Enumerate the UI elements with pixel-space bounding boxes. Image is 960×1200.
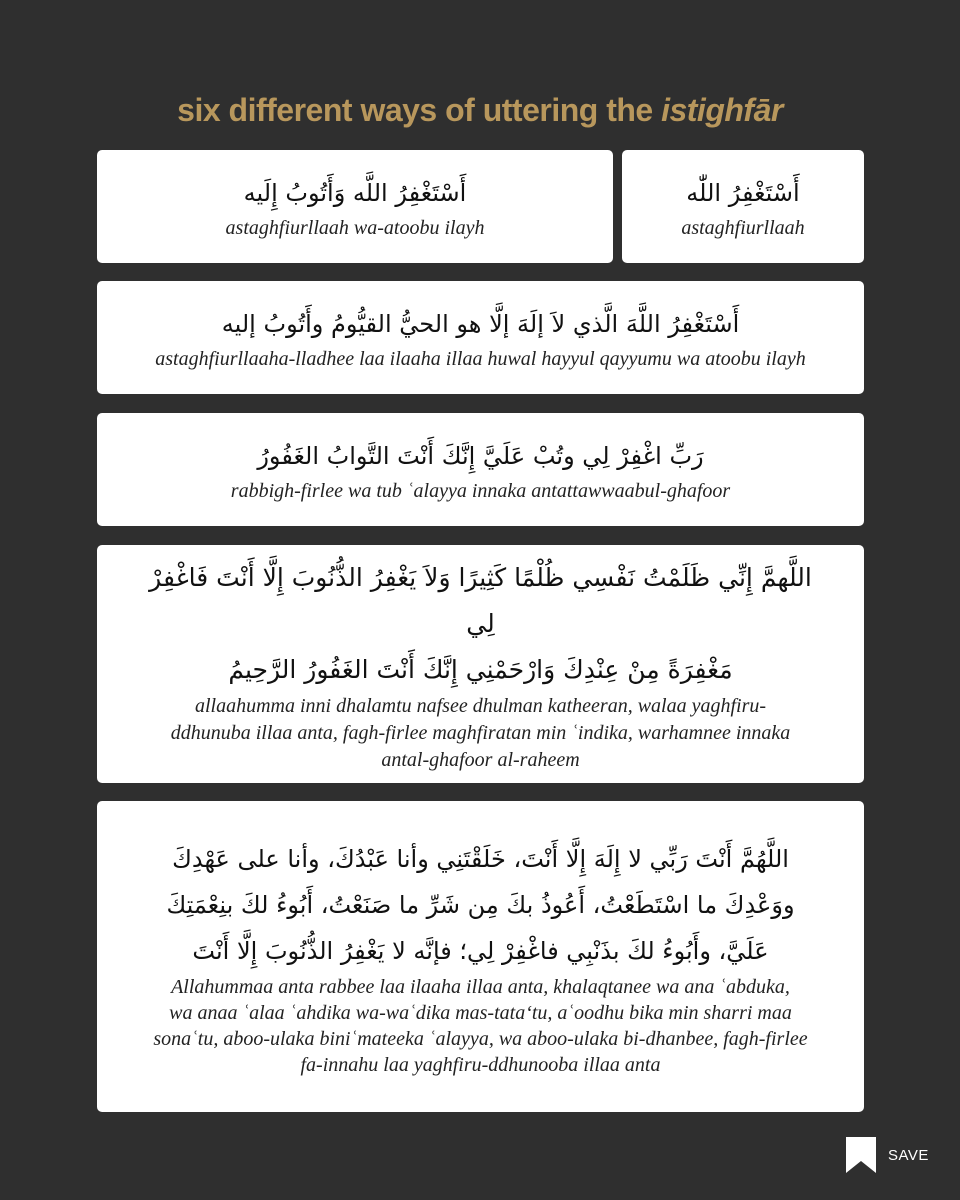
istighfar-card-3 (97, 281, 864, 394)
arabic-line: عَلَيَّ، وأَبُوءُ لكَ بذَنْبِي فاغْفِرْ لِي؛ فإنَّه لا يَغْفِرُ الذُّنُوبَ إِلَّا أَنْتَ (192, 936, 769, 965)
save-label: SAVE (888, 1146, 929, 1164)
arabic-text: أَسْتَغْفِرُ اللّٰه (686, 179, 800, 207)
istighfar-card-6 (97, 801, 864, 1112)
page-title (0, 84, 960, 136)
transliteration-line: wa anaa ʿalaa ʿahdika wa-waʿdika mas-tata‘tu, aʿoodhu bika min sharri maa (169, 1001, 792, 1024)
arabic-text: أَسْتَغْفِرُ اللَّهَ الَّذي لاَ إلَهَ إلَّا هو الحيُّ القيُّومُ وأَتُوبُ إليه (221, 310, 740, 338)
save-button[interactable] (844, 1134, 929, 1176)
transliteration-line: ddhunuba illaa anta, fagh-firlee maghfiratan min ʿindika, warhamnee innaka (170, 721, 791, 744)
title-main: six different ways of uttering the (177, 92, 653, 128)
bookmark-icon (844, 1135, 878, 1175)
arabic-line: ووَعْدِكَ ما اسْتَطَعْتُ، أَعُوذُ بكَ مِن شَرِّ ما صَنَعْتُ، أَبُوءُ لكَ بنِعْمَتِكَ (166, 890, 795, 919)
arabic-text: رَبِّ اغْفِرْ لِي وتُبْ عَلَيَّ إِنَّكَ أَنْتَ التَّوابُ الغَفُورُ (257, 442, 704, 470)
istighfar-card-4 (97, 413, 864, 526)
title-emphasis: istighfār (661, 92, 783, 128)
arabic-line: مَغْفِرَةً مِنْ عِنْدِكَ وَارْحَمْنِي إِنَّكَ أَنْتَ الغَفُورُ الرَّحِيمُ (228, 654, 733, 684)
arabic-text: أَسْتَغْفِرُ اللَّه وَأَتُوبُ إِلَيه (243, 179, 467, 207)
istighfar-card-2 (97, 150, 613, 263)
arabic-line: اللَّهمَّ إِنِّي ظَلَمْتُ نَفْسِي ظُلْمًا كَثِيرًا وَلاَ يَغْفِرُ الذُّنُوبَ إِلَّا أَنْتَ فَاغْفِرْ لِي (149, 562, 812, 638)
istighfar-card-1 (622, 150, 864, 263)
istighfar-card-5 (97, 545, 864, 783)
transliteration-text: astaghfiurllaah wa-atoobu ilayh (225, 217, 485, 239)
transliteration-line: Allahummaa anta rabbee laa ilaaha illaa anta, khalaqtanee wa ana ʿabduka, (171, 975, 790, 998)
transliteration-line: fa-innahu laa yaghfiru-ddhunooba illaa anta (300, 1053, 661, 1076)
transliteration-text: astaghfiurllaaha-lladhee laa ilaaha illaa huwal hayyul qayyumu wa atoobu ilayh (155, 348, 806, 370)
arabic-line: اللَّهُمَّ أَنْتَ رَبِّي لا إِلَهَ إِلَّا أَنْتَ، خَلَقْتَنِي وأنا عَبْدُكَ، وأنا على عَهْدِكَ (172, 844, 789, 873)
transliteration-line: allaahumma inni dhalamtu nafsee dhulman katheeran, walaa yaghfiru- (194, 694, 767, 717)
transliteration-line: antal-ghafoor al-raheem (381, 748, 580, 771)
transliteration-text: astaghfiurllaah (681, 217, 805, 239)
transliteration-line: sonaʿtu, aboo-ulaka biniʿmateeka ʿalayya, wa aboo-ulaka bi-dhanbee, fagh-firlee (153, 1027, 808, 1050)
transliteration-text: rabbigh-firlee wa tub ʿalayya innaka antattawwaabul-ghafoor (230, 480, 731, 502)
